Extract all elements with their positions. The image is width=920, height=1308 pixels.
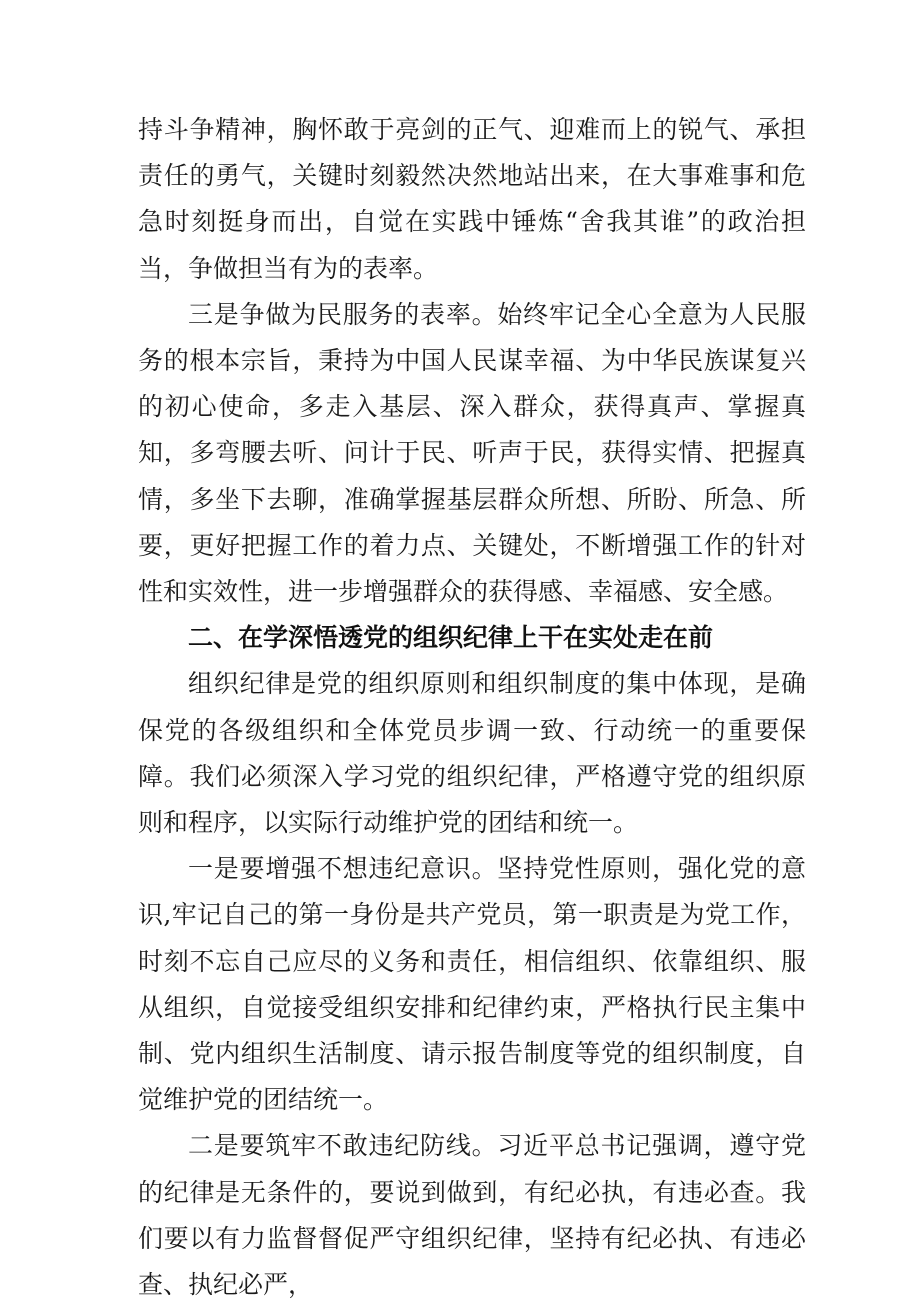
paragraph-defense-line: 二是要筑牢不敢违纪防线。习近平总书记强调，遵守党的纪律是无条件的，要说到做到，有纪必执，有违必查。我们要以有力监督督促严守组织纪律，坚持有纪必执、有违必查、执纪必严， xyxy=(138,1131,806,1300)
section-heading: 二、在学深悟透党的组织纪律上干在实处走在前 xyxy=(188,623,714,653)
document-body xyxy=(138,107,806,1308)
paragraph-org-discipline-intro: 组织纪律是党的组织原则和组织制度的集中体现，是确保党的各级组织和全体党员步调一致、行动统一的重要保障。我们必须深入学习党的组织纪律，严格遵守党的组织原则和程序，以实际行动维护党的团结和统一。 xyxy=(138,669,806,838)
paragraph-continuation: 持斗争精神，胸怀敢于亮剑的正气、迎难而上的锐气、承担责任的勇气，关键时刻毅然决然地站出来，在大事难事和危急时刻挺身而出，自觉在实践中锤炼“舍我其谁”的政治担当，争做担当有为的表率。 xyxy=(138,115,806,283)
paragraph-awareness: 一是要增强不想违纪意识。坚持党性原则，强化党的意识,牢记自己的第一身份是共产党员，第一职责是为党工作，时刻不忘自己应尽的义务和责任，相信组织、依靠组织、服从组织，自觉接受组织安排和纪律约束，严格执行民主集中制、党内组织生活制度、请示报告制度等党的组织制度，自觉维护党的团结统一。 xyxy=(138,854,806,1115)
paragraph-serve-people: 三是争做为民服务的表率。始终牢记全心全意为人民服务的根本宗旨，秉持为中国人民谋幸福、为中华民族谋复兴的初心使命，多走入基层、深入群众，获得真声、掌握真知，多弯腰去听、问计于民、听声于民，获得实情、把握真情，多坐下去聊，准确掌握基层群众所想、所盼、所急、所要，更好把握工作的着力点、关键处，不断增强工作的针对性和实效性，进一步增强群众的获得感、幸福感、安全感。 xyxy=(138,299,806,607)
